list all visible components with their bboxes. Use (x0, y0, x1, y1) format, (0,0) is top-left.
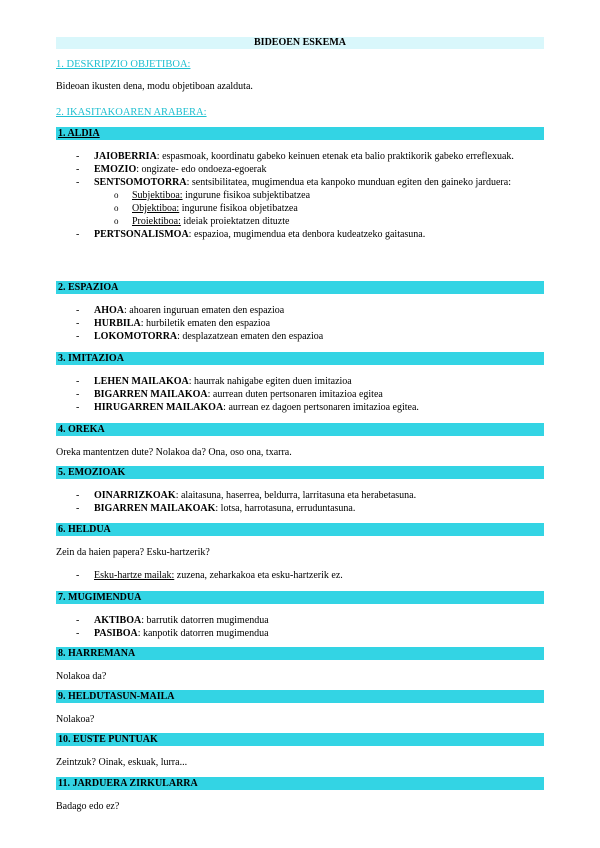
list-item (56, 317, 544, 330)
list-item (56, 627, 544, 640)
item-text: : aurrean ez dagoen pertsonaren imitazioa egitea. (223, 402, 419, 413)
list-item (56, 228, 544, 241)
item-term: EMOZIO (94, 164, 137, 175)
sub-item-text: ingurune fisikoa objetibatzea (179, 203, 298, 214)
list-item (56, 388, 544, 401)
item-text: : kanpotik datorren mugimendua (137, 628, 269, 639)
section-oreka-heading: 4. OREKA (56, 423, 544, 436)
item-term: PASIBOA (94, 628, 138, 639)
item-term: LOKOMOTORRA (94, 331, 178, 342)
section-espazioa-heading: 2. ESPAZIOA (56, 281, 544, 294)
sub-item-term: Proiektiboa: (132, 216, 181, 227)
heading-learned: 2. IKASITAKOAREN ARABERA: (56, 107, 207, 118)
item-term: HURBILA (94, 318, 141, 329)
sub-list-item (94, 215, 544, 228)
section-heldutasun-heading: 9. HELDUTASUN-MAILA (56, 690, 544, 703)
section-oreka-text: Oreka mantentzen dute? Nolakoa da? Ona, oso ona, txarra. (56, 447, 292, 458)
section-euste-text: Zeintzuk? Oinak, eskuak, lurra... (56, 757, 188, 768)
section-mugimendua-list (56, 614, 544, 640)
section-heldua-list (56, 569, 544, 582)
item-term: AKTIBOA (94, 615, 142, 626)
item-term: LEHEN MAILAKOA (94, 376, 189, 387)
sub-item-term: Objektiboa: (132, 203, 180, 214)
item-term: BIGARREN MAILAKOA (94, 389, 208, 400)
item-text: : aurrean duten pertsonaren imitazioa egitea (207, 389, 383, 400)
list-item (56, 150, 544, 163)
item-term: PERTSONALISMOA (94, 229, 189, 240)
section-heldua-text: Zein da haien papera? Esku-hartzerik? (56, 547, 210, 558)
sub-item-text: ingurune fisikoa subjektibatzea (182, 190, 311, 201)
sub-list-item (94, 202, 544, 215)
sub-item-text: ideiak proiektatzen dituzte (180, 216, 290, 227)
list-item (56, 569, 544, 582)
section-emozioak-heading: 5. EMOZIOAK (56, 466, 544, 479)
item-text: : espasmoak, koordinatu gabeko keinuen etenak eta balio praktikorik gabeko erreflexuak. (156, 151, 514, 162)
item-text: : barrutik datorren mugimendua (141, 615, 269, 626)
item-term: Esku-hartze mailak: (94, 570, 175, 581)
section-heldutasun-text: Nolakoa? (56, 714, 95, 725)
list-item (56, 489, 544, 502)
list-item (56, 401, 544, 414)
item-text: : desplazatzean ematen den espazioa (177, 331, 324, 342)
heading-description: 1. DESKRIPZIO OBJETIBOA: (56, 59, 191, 70)
item-text: : alaitasuna, haserrea, beldurra, larritasuna eta herabetasuna. (175, 490, 417, 501)
section-imitazioa-list (56, 375, 544, 414)
list-item (56, 502, 544, 515)
item-text: : sentsibilitatea, mugimendua eta kanpoko munduan egiten den gaineko jarduera: (186, 177, 511, 188)
item-term: JAIOBERRIA (94, 151, 157, 162)
item-text: : hurbiletik ematen den espazioa (140, 318, 271, 329)
item-term: BIGARREN MAILAKOAK (94, 503, 216, 514)
section-emozioak-list (56, 489, 544, 515)
section-espazioa-list (56, 304, 544, 343)
section-imitazioa-heading: 3. IMITAZIOA (56, 352, 544, 365)
item-term: AHOA (94, 305, 124, 316)
item-text: : ongizate- edo ondoeza-egoerak (136, 164, 267, 175)
list-item (56, 304, 544, 317)
section-euste-heading: 10. EUSTE PUNTUAK (56, 733, 544, 746)
item-term: SENTSOMOTORRA (94, 177, 187, 188)
item-text: : espazioa, mugimendua eta denbora kudeatzeko gaitasuna. (188, 229, 426, 240)
section-harremana-heading: 8. HARREMANA (56, 647, 544, 660)
item-term: OINARRIZKOAK (94, 490, 176, 501)
sub-item-term: Subjektiboa: (132, 190, 183, 201)
item-term: HIRUGARREN MAILAKOA (94, 402, 224, 413)
list-item (56, 176, 544, 228)
section-harremana-text: Nolakoa da? (56, 671, 107, 682)
section-aldia-heading: 1. ALDIA (56, 127, 544, 140)
list-item (56, 163, 544, 176)
item-text: : lotsa, harrotasuna, erruduntasuna. (215, 503, 356, 514)
item-text: : ahoaren inguruan ematen den espazioa (124, 305, 285, 316)
list-item (56, 375, 544, 388)
section-mugimendua-heading: 7. MUGIMENDUA (56, 591, 544, 604)
sub-list-item (94, 189, 544, 202)
list-item (56, 330, 544, 343)
list-item (56, 614, 544, 627)
item-text: : haurrak nahigabe egiten duen imitazioa (188, 376, 352, 387)
sub-list (94, 189, 544, 228)
section-jarduera-heading: 11. JARDUERA ZIRKULARRA (56, 777, 544, 790)
item-text: zuzena, zeharkakoa eta esku-hartzerik ez. (174, 570, 343, 581)
section-heldua-heading: 6. HELDUA (56, 523, 544, 536)
description-text: Bideoan ikusten dena, modu objetiboan azalduta. (56, 81, 253, 92)
document-title: BIDEOEN ESKEMA (56, 37, 544, 49)
section-jarduera-text: Badago edo ez? (56, 801, 120, 812)
section-aldia-list (56, 150, 544, 241)
